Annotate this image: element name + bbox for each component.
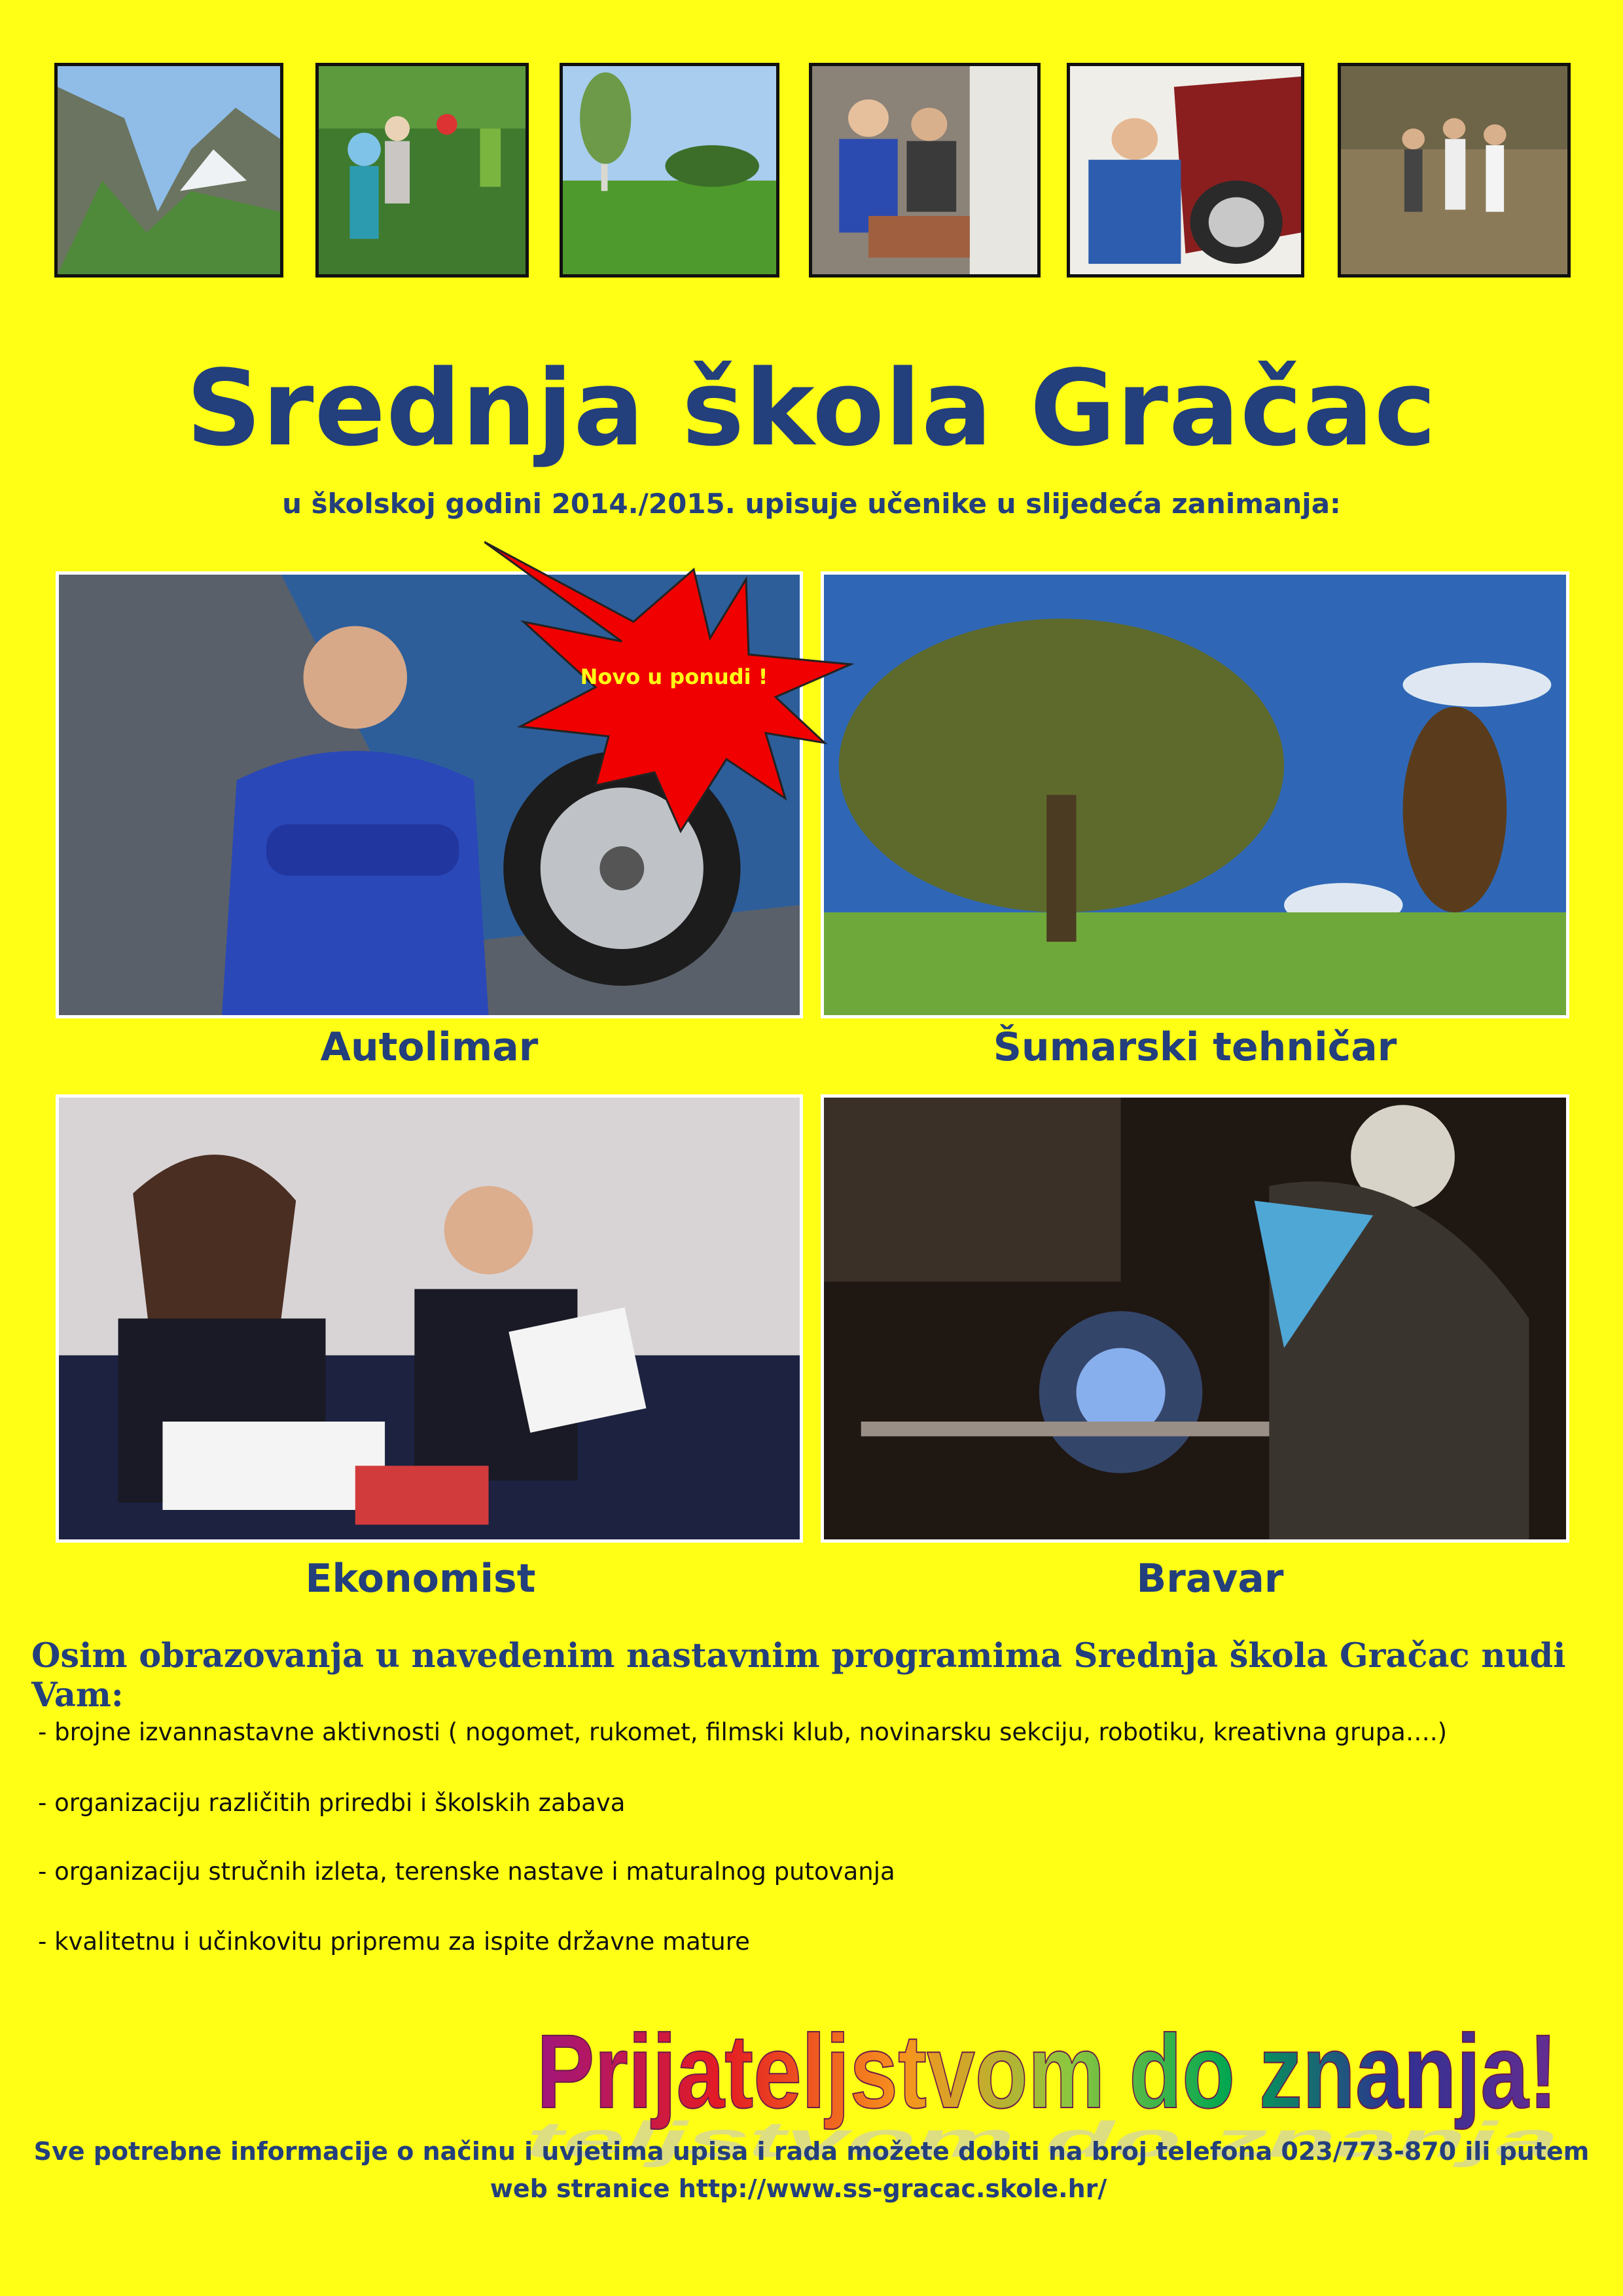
page-subtitle: u školskoj godini 2014./2015. upisuje učenike u slijedeća zanimanja: <box>282 488 1341 520</box>
thumbnail-children-meadow <box>315 63 529 278</box>
slogan-shadow: Prijateljstvom do znanja! <box>524 2111 1571 2168</box>
starburst-icon <box>484 524 864 838</box>
offer-item: - organizaciju različitih priredbi i školskih zabava <box>38 1789 626 1817</box>
offer-item: - kvalitetnu i učinkovitu pripremu za ispite državne mature <box>38 1928 750 1956</box>
offer-item: - brojne izvannastavne aktivnosti ( nogomet, rukomet, filmski klub, novinarsku sekciju, robotiku, kreativna grupa….) <box>38 1718 1448 1746</box>
slogan-text: Prijateljstvom do znanja! <box>537 2013 1558 2130</box>
program-label-autolimar: Autolimar <box>320 1024 539 1070</box>
new-offer-badge <box>484 524 864 838</box>
thumbnail-park-lawn <box>560 63 779 278</box>
footer-info: Sve potrebne informacije o načinu i uvjetima upisa i rada možete dobiti na broj telefona 023/773-870 ili putem <box>33 2137 1590 2166</box>
program-label-sumarski-tehnicar: Šumarski tehničar <box>993 1024 1397 1070</box>
photo-ekonomist <box>56 1094 803 1543</box>
thumbnail-car-repair <box>1067 63 1304 278</box>
offer-heading: Osim obrazovanja u navedenim nastavnim programima Srednja škola Gračac nudi Vam: <box>31 1636 1566 1715</box>
photo-bravar <box>821 1094 1569 1543</box>
photo-sumarski-tehnicar <box>821 571 1569 1018</box>
footer-website[interactable]: web stranice http://www.ss-gracac.skole.hr/ <box>490 2174 1107 2203</box>
program-label-ekonomist: Ekonomist <box>305 1556 536 1602</box>
thumbnail-workshop-students <box>809 63 1041 278</box>
page-title: Srednja škola Gračac <box>186 347 1437 469</box>
offer-item: - organizaciju stručnih izleta, terenske nastave i maturalnog putovanja <box>38 1857 895 1886</box>
thumbnail-running-people <box>1338 63 1571 278</box>
thumbnail-mountain-valley <box>54 63 283 278</box>
program-label-bravar: Bravar <box>1136 1556 1284 1602</box>
badge-text: Novo u ponudi ! <box>580 664 768 689</box>
